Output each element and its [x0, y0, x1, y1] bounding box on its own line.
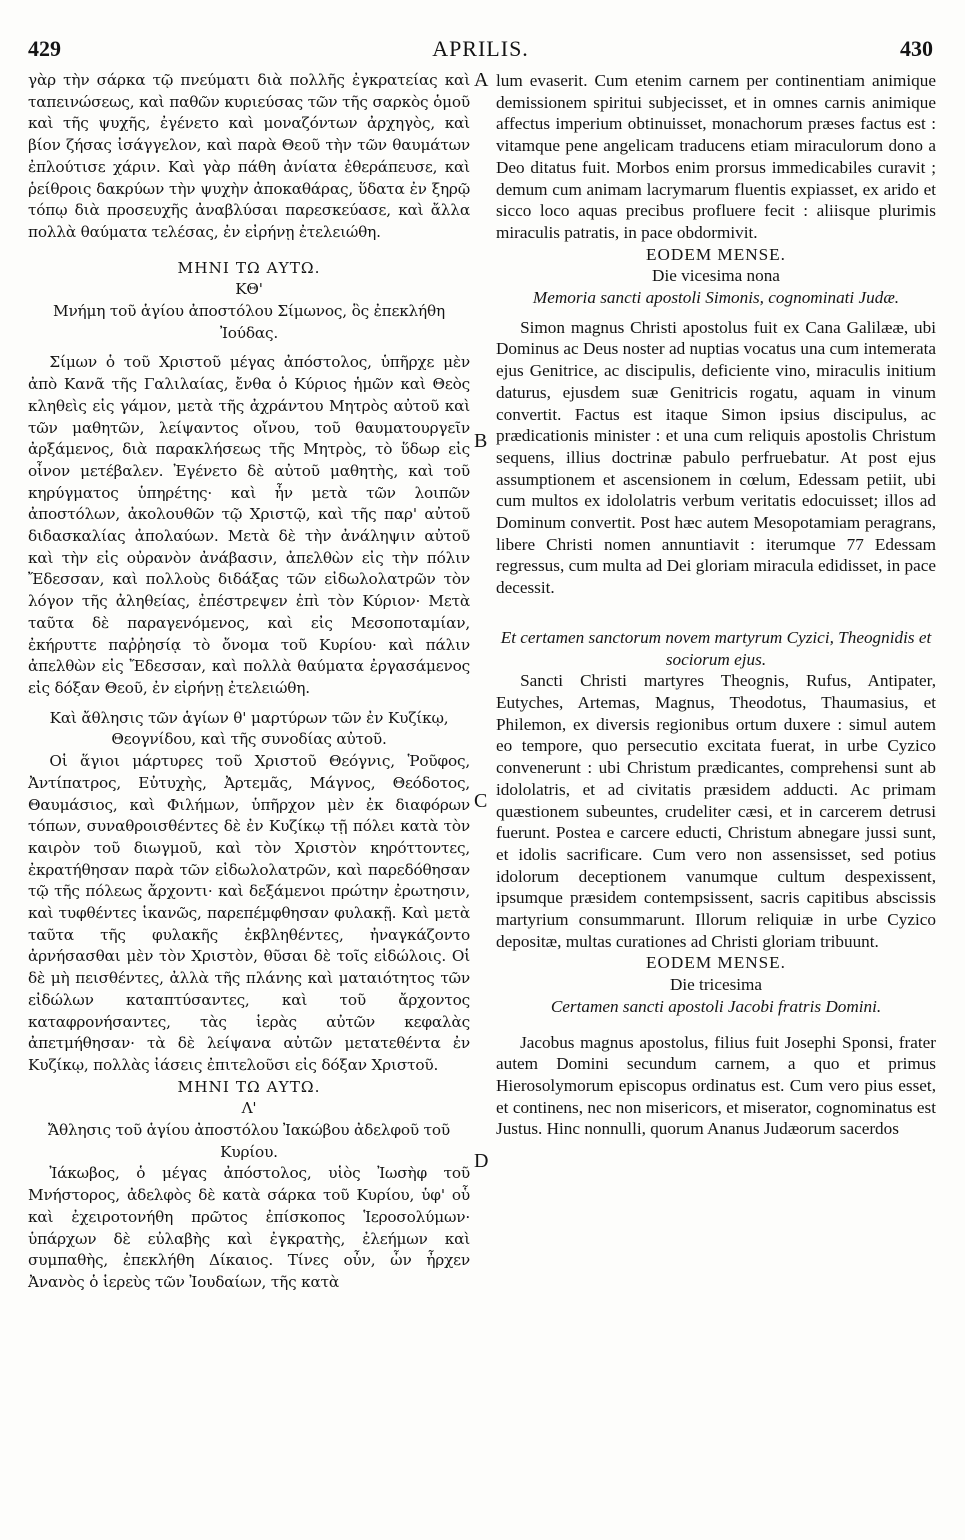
- greek-day-number-2: Λ': [241, 1099, 257, 1118]
- margin-marker-a: A: [474, 69, 489, 91]
- margin-marker-c: C: [474, 790, 488, 812]
- greek-heading-2: ΜΗΝΙ ΤΩ ΑΥΤΩ.: [177, 1077, 321, 1096]
- latin-title-james: Certamen sancti apostoli Jacobi fratris Domini.: [550, 996, 882, 1016]
- margin-marker-d: D: [474, 1150, 489, 1172]
- latin-day-2: Die tricesima: [669, 975, 763, 995]
- greek-paragraph-1: γὰρ τὴν σάρκα τῷ πνεύματι διὰ πολλῆς ἐγκρατείας καὶ ταπεινώσεως, καὶ παθῶν κυριεύσας τῶν τῆς σαρκὸς ὁμοῦ καὶ τῆς ψυχῆς, ἐγένετο καὶ μοναζόντων ἀρχηγὸς, καὶ βίον ζήσας ἰσάγγελον, καὶ παρὰ Θεοῦ τὴν τῶν θαυμάτων ἐπλούτισε χάριν. Καὶ γὰρ πάθη ἀνίατα ἐθεράπευσε, καὶ ῥείθροις δακρύων τὴν ψυχὴν ἀποκαθάρας, ὕδατα ἐν ξηρῷ τόπῳ διὰ προσευχῆς ἀναβλύσαι παρεσκεύασε, καὶ ἄλλα πολλὰ θαύματα τελέσας, ἐν εἰρήνῃ ἐτελειώθη.: [28, 71, 470, 241]
- greek-paragraph-james: Ἰάκωβος, ὁ μέγας ἀπόστολος, υἱὸς Ἰωσὴφ τοῦ Μνήστορος, ἀδελφὸς δὲ κατὰ σάρκα τοῦ Κυρίου, ὑφ' οὗ καὶ ἐχειροτονήθη πρῶτος ἐπίσκοπος Ἱεροσολύμων· ὑπάρχων δὲ εὐλαβὴς καὶ ἐγκρατὴς, ἐλεήμων καὶ συμπαθὴς, ἐπεκλήθη Δίκαιος. Τίνες οὖν, ὧν ἦρχεν Ἀνανὸς ὁ ἱερεὺς τῶν Ἰουδαίων, τῆς κατὰ: [28, 1164, 470, 1291]
- running-title: APRILIS.: [432, 36, 529, 61]
- page-number-right: 430: [900, 36, 933, 61]
- greek-heading-1: ΜΗΝΙ ΤΩ ΑΥΤΩ.: [177, 258, 321, 277]
- latin-paragraph-james: Jacobus magnus apostolus, filius fuit Josephi Sponsi, frater autem Domini secundum carnem, a quo et primus Hierosolymorum episcopus ordinatus est. Cum vero pius esset, et continens, nec non misericors, et miserator, cognominatus est Justus. Hinc nonnulli, quorum Ananus Judæorum sacerdos: [496, 1032, 936, 1139]
- greek-title-martyrs: Καὶ ἄθλησις τῶν ἁγίων θ' μαρτύρων τῶν ἐν Κυζίκῳ, Θεογνίδου, καὶ τῆς συνοδίας αὐτοῦ.: [49, 708, 449, 749]
- greek-paragraph-simon: Σίμων ὁ τοῦ Χριστοῦ μέγας ἀπόστολος, ὑπῆρχε μὲν ἀπὸ Κανᾶ τῆς Γαλιλαίας, ἔνθα ὁ Κύριος ἡμῶν καὶ Θεὸς κληθεὶς εἰς γάμον, μετὰ τῆς ἀχράντου Μητρὸς αὐτοῦ καὶ τῶν μαθητῶν, λείψαντος οἴνου, τοῦ θαυματουργεῖν ἀρξάμενος, διὰ παρακλήσεως τῆς Μητρὸς, τὸ ὕδωρ εἰς οἶνον μετέβαλεν. Ἐγένετο δὲ αὐτοῦ μαθητὴς, καὶ τοῦ κηρύγματος ὑπηρέτης· καὶ ἦν μετὰ τῶν λοιπῶν ἀποστόλων, ἀκολουθῶν τῷ Χριστῷ, καὶ τῆς παρ' αὐτοῦ διδασκαλίας ἀπολαύων. Μετὰ δὲ τὴν ἀνάληψιν αὐτοῦ καὶ τὴν εἰς οὐρανὸν ἀνάβασιν, ἀπελθὼν εἰς τὴν πόλιν Ἔδεσσαν, καὶ πολλοὺς διδάξας τῶν εἰδωλολατρῶν τὸν λόγον τῆς ἀληθείας, ἐπέστρεψεν ἐπὶ τὸν Κύριον· Μετὰ ταῦτα δὲ παραγενόμενος, καὶ εἰς Μεσοποταμίαν, ἐκήρυττε παῤῥησίᾳ τὸ ὄνομα τοῦ Κυρίου· καὶ πάλιν ἀπελθὼν εἰς Ἔδεσσαν, καὶ πολλὰ θαύματα ἐργασάμενος εἰς δόξαν Θεοῦ, ἐν εἰρήνῃ ἐτελειώθη.: [28, 353, 470, 697]
- latin-heading-1: EODEM MENSE.: [646, 244, 786, 264]
- margin-marker-b: B: [474, 430, 488, 452]
- greek-title-james: Ἄθλησις τοῦ ἁγίου ἀποστόλου Ἰακώβου ἀδελφοῦ τοῦ Κυρίου.: [48, 1121, 450, 1161]
- greek-column: [28, 70, 470, 1540]
- latin-day-1: Die vicesima nona: [652, 266, 780, 286]
- greek-title-simon: Μνήμη τοῦ ἁγίου ἀποστόλου Σίμωνος, ὃς ἐπεκλήθη Ἰούδας.: [53, 302, 445, 342]
- greek-day-number-1: ΚΘ': [235, 280, 263, 299]
- latin-paragraph-simon: Simon magnus Christi apostolus fuit ex Cana Galilææ, ubi Dominus ac Deus noster ad nuptias vocatus una cum intemerata ejus Genitrice, ac discipulis, deficiente vino, miraculis initium daturus, ejusdem suæ Genitricis rogatu, aquam in vinum convertit. Factus est itaque Simon ipsius discipulus, ac prædicationis minister : et una cum reliquis apostolis Christum sequens, illius doctrinæ pabulo perfruebatur. At post ejus assumptionem et ascensionem in cœlum, Edessam petiit, ubi cum multos ex idololatris verbum veritatis edocuisset; illos ad Dominum convertit. Post hæc autem Mesopotamiam peragrans, libere Christi nomen annuntiavit : iterumque 77 Edessam regressus, cum multa ad Dei gloriam miracula edidisset, in pace decessit.: [496, 317, 936, 598]
- latin-paragraph-1: lum evaserit. Cum etenim carnem per continentiam animique demissionem spiritui subjecisset, et in omnes carnis animique affectus imperium obtinuisset, monachorum præses factus est : vitamque pene angelicam traducens etiam miraculorum dono a Deo ditatus fuit. Morbos enim prorsus immedicabiles curavit ; demum cum animam lacrymarum fluentis expiasset, ex arido et sicco loco aquas precibus profluere fecit : aliisque plurimis miraculis patratis, in pace obdormivit.: [496, 71, 936, 242]
- latin-heading-2: EODEM MENSE.: [646, 953, 786, 973]
- latin-title-martyrs: Et certamen sanctorum novem martyrum Cyzici, Theognidis et sociorum ejus.: [500, 627, 932, 669]
- latin-title-simon: Memoria sancti apostoli Simonis, cognominati Judæ.: [532, 288, 900, 308]
- latin-column: [496, 70, 936, 1540]
- page-number-left: 429: [28, 36, 61, 61]
- page-header: [28, 36, 933, 62]
- latin-paragraph-martyrs: Sancti Christi martyres Theognis, Rufus, Antipater, Eutyches, Artemas, Magnus, Theodotus, Thaumasius, et Philemon, ex diversis regionibus ortum duxere : simul autem eo tempore, quo persecutio excitata fuerat, in urbe Cyzico convenerunt : ubi Christum prædicantes, comprehensi sunt ab idololatris, et ad civitatis præsidem adducti. Ac primam quæstionem subeuntes, crudeliter cæsi, et in carcerem detrusi fuerunt. Postea e carcere educti, Christum abnegare jussi sunt, et idolis sacrificare. Cum vero non assensisset, sed potius idolorum deceptionem vanumque cultum despexissent, ipsumque præsidem contempsissent, sacris capitibus abscissis martyrium consummarunt. Illorum reliquiæ in urbe Cyzico depositæ, multas curationes ad Christi gloriam tribuunt.: [496, 671, 936, 951]
- greek-paragraph-martyrs: Οἱ ἅγιοι μάρτυρες τοῦ Χριστοῦ Θεόγνις, Ῥοῦφος, Ἀντίπατρος, Εὐτυχὴς, Ἀρτεμᾶς, Μάγνος, Θεόδοτος, Θαυμάσιος, καὶ Φιλήμων, ὑπῆρχον μὲν ἐκ διαφόρων τόπων, συναθροισθέντες δὲ ἐν Κυζίκῳ τῇ πόλει κατὰ τὸν καιρὸν τοῦ διωγμοῦ, καὶ τὸν Χριστὸν κηρόττοντες, ἐκρατήθησαν παρὰ τῶν εἰδωλολατρῶν, καὶ παρεδόθησαν τῷ τῆς πόλεως ἄρχοντι· καὶ δεξάμενοι πρώτην ἐρωτησιν, καὶ τυφθέντες ἱκανῶς, παρεπέμφθησαν φυλακῇ. Καὶ μετὰ ταῦτα τῆς φυλακῆς ἐκβληθέντες, ἠναγκάζοντο ἀρνήσασθαι μὲν τὸν Χριστὸν, θῦσαι δὲ τοῖς εἰδώλοις. Οἱ δὲ μὴ πεισθέντες, ἀλλὰ τῆς πλάνης καὶ ματαιότητος τῶν εἰδώλων καταπτύσαντες, καὶ τοῦ ἄρχοντος καταφρονήσαντες, τὰς ἱερὰς αὐτῶν κεφαλὰς ἀπετμήθησαν· τὰ δὲ λείψανα αὐτῶν μετατεθέντα ἐν Κυζίκῳ, πολλὰς ἰάσεις ἐπιτελοῦσι εἰς δόξαν Χριστοῦ.: [28, 752, 470, 1074]
